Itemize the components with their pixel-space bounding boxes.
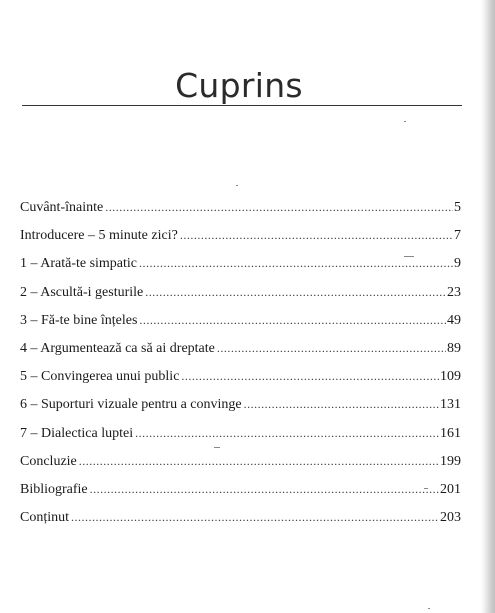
toc-entry-title: 3 – Fă-te bine înțeles (20, 312, 138, 328)
toc-entry (20, 228, 461, 256)
toc-entry (20, 454, 461, 482)
toc-entry-title: 1 – Arată-te simpatic (20, 256, 138, 272)
toc-entry-title: Introducere – 5 minute zici? (20, 228, 178, 244)
toc-entry-page: 7 (454, 228, 461, 244)
toc-leader-dots (71, 510, 439, 525)
toc-entry (20, 285, 461, 313)
scan-speck (404, 256, 414, 257)
toc-leader-dots (181, 369, 439, 384)
toc-entry (20, 426, 461, 454)
toc-entry-page: 161 (440, 425, 461, 441)
toc-entry-page: 5 (454, 200, 461, 215)
toc-entry (20, 256, 461, 284)
scan-speck (424, 488, 428, 489)
toc-entry-title: 7 – Dialectica luptei (20, 425, 134, 441)
toc-entry-title: 2 – Ascultă-i gesturile (20, 284, 144, 300)
toc-entry-page: 49 (447, 312, 461, 328)
toc-entry-title: Concluzie (20, 453, 77, 469)
scan-speck (214, 447, 220, 448)
toc-entry (20, 397, 461, 425)
toc-leader-dots (180, 228, 453, 243)
toc-entry-page: 131 (440, 397, 461, 413)
toc-entry-page: 201 (440, 481, 461, 497)
toc-entry (20, 200, 461, 228)
title-divider (22, 105, 462, 106)
toc-leader-dots (135, 426, 439, 441)
toc-leader-dots (79, 454, 439, 469)
toc-entry-page: 203 (440, 510, 461, 526)
toc-entry-title: 5 – Convingerea unui public (20, 369, 180, 385)
toc-entry-title: Conținut (20, 510, 70, 526)
toc-entry-page: 23 (447, 284, 461, 300)
toc-entry-page: 9 (454, 256, 461, 272)
toc-entry (20, 482, 461, 510)
toc-entry-page: 199 (440, 453, 461, 469)
page-edge-shadow (481, 0, 495, 613)
toc-leader-dots (139, 256, 453, 271)
toc-leader-dots (139, 313, 446, 328)
toc-entry (20, 510, 461, 538)
toc-entry (20, 369, 461, 397)
page-title: Cuprins (175, 66, 303, 105)
toc-entry-title: Cuvânt-înainte (20, 200, 104, 215)
table-of-contents (20, 200, 461, 538)
toc-entry-title: 6 – Suporturi vizuale pentru a convinge (20, 397, 242, 413)
toc-leader-dots (105, 200, 453, 215)
toc-leader-dots (217, 341, 446, 356)
toc-entry (20, 341, 461, 369)
scan-speck (404, 121, 406, 122)
toc-entry (20, 313, 461, 341)
toc-leader-dots (244, 397, 439, 412)
scan-speck (428, 608, 430, 609)
toc-leader-dots (90, 482, 439, 497)
toc-entry-page: 89 (447, 340, 461, 356)
toc-entry-page: 109 (440, 369, 461, 385)
toc-leader-dots (145, 285, 446, 300)
scan-speck (236, 185, 238, 186)
toc-entry-title: Bibliografie (20, 481, 88, 497)
toc-entry-title: 4 – Argumentează ca să ai dreptate (20, 340, 215, 356)
